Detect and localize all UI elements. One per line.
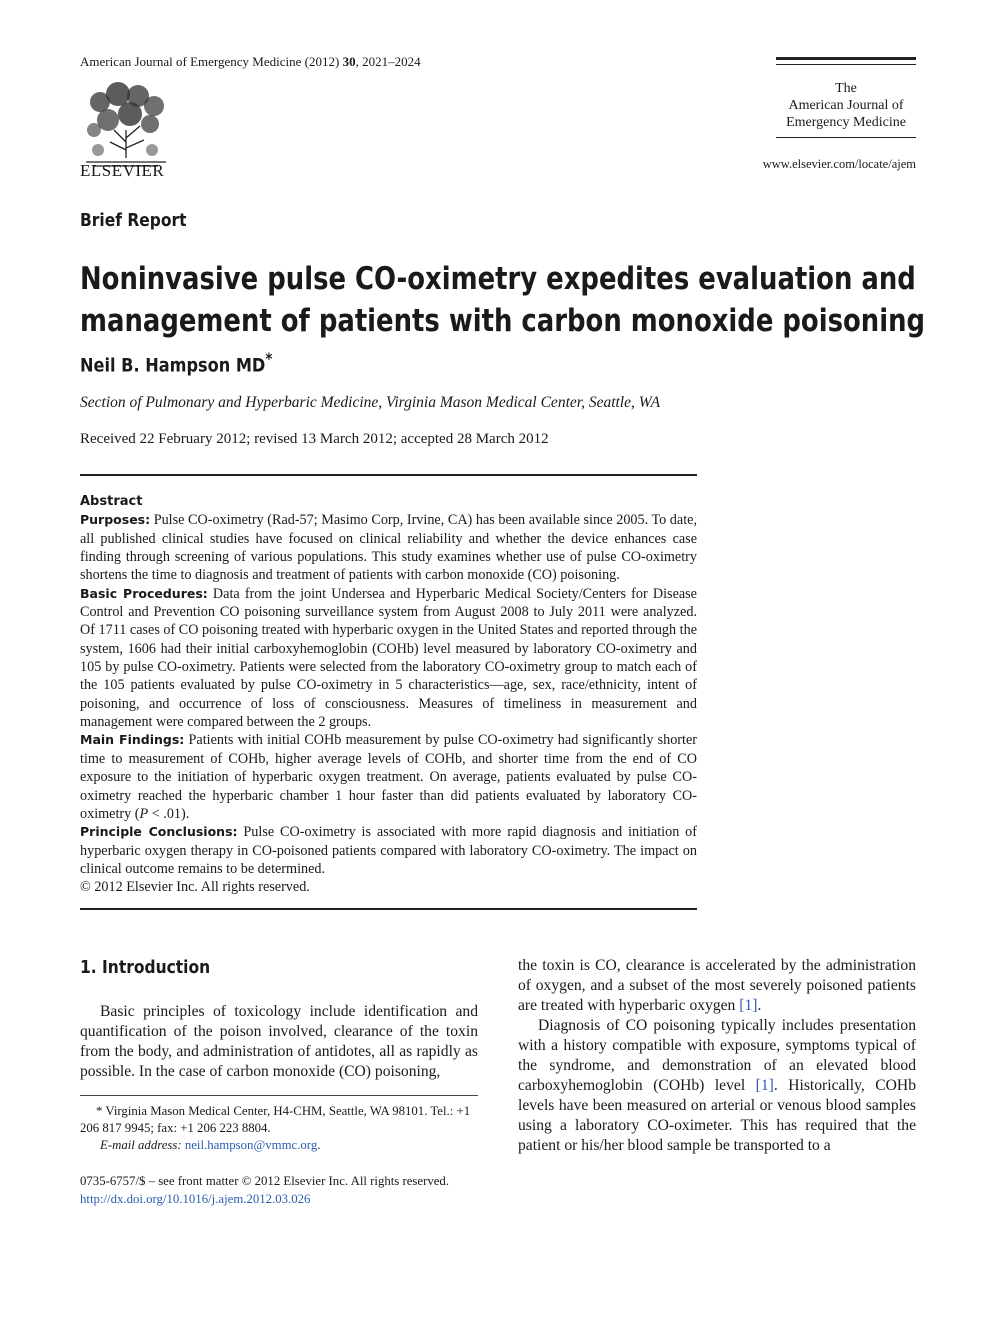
publisher-name: ELSEVIER [80, 161, 165, 180]
citation-journal: American Journal of Emergency Medicine (2012) [80, 54, 343, 69]
issn-line: 0735-6757/$ – see front matter © 2012 Elsevier Inc. All rights reserved. [80, 1174, 450, 1188]
abstract-conclusions [80, 823, 697, 878]
title-line: Noninvasive pulse CO-oximetry expedites evaluation and [80, 261, 916, 297]
journal-name [776, 80, 916, 131]
citation-volume: 30 [342, 54, 356, 69]
reference-link[interactable]: [1] [755, 1077, 774, 1094]
footnote-address [80, 1103, 478, 1137]
doi-link[interactable]: http://dx.doi.org/10.1016/j.ajem.2012.03.026 [80, 1192, 311, 1206]
journal-rule-thin [776, 64, 916, 65]
findings-p-value: P [139, 805, 149, 822]
journal-citation [80, 54, 421, 70]
author-name: Neil B. Hampson MD [80, 354, 266, 377]
procedures-label: Basic Procedures: [80, 585, 208, 601]
body-paragraph: Basic principles of toxicology include identification and quantification of the poison involved, clearance of the toxin from the body, and administration of antidotes, all as rapidly as possible. In the case of carbon monoxide (CO) poisoning, [80, 1003, 478, 1080]
journal-name-line: Emergency Medicine [786, 115, 906, 130]
purposes-label: Purposes: [80, 512, 151, 528]
journal-name-line: American Journal of [788, 98, 904, 113]
conclusions-text: Pulse CO-oximetry is associated with more rapid diagnosis and initiation of hyperbaric oxygen therapy in CO-poisoned patients compared with laboratory CO-oximetry. The impact on clinical outcome remains to be determined. [80, 824, 698, 877]
body-paragraph [518, 1016, 916, 1156]
purposes-text: Pulse CO-oximetry (Rad-57; Masimo Corp, Irvine, CA) has been available since 2005. To date, all published clinical studies have focused on clinical reliability and whether the device enhances case finding through screening of various populations. This study examines whether use of pulse CO-oximetry shortens the time to diagnosis and treatment of patients with carbon monoxide (CO) poisoning. [80, 512, 697, 584]
email-label: E-mail address: [100, 1138, 182, 1152]
journal-rule-thick [776, 57, 916, 60]
findings-text-end: < .01). [148, 805, 190, 822]
journal-url[interactable]: www.elsevier.com/locate/ajem [762, 157, 916, 171]
conclusions-label: Principle Conclusions: [80, 824, 238, 840]
body-paragraph [518, 956, 916, 1016]
article-title [80, 258, 925, 342]
section-label: Brief Report [80, 210, 187, 231]
journal-rule-bottom [776, 137, 916, 138]
footnote-email-line [80, 1137, 478, 1154]
footnote-mark: * [96, 1104, 103, 1118]
body-column-left [80, 1002, 478, 1082]
intro-heading: 1. Introduction [80, 957, 211, 978]
author-footnote-mark[interactable]: * [265, 349, 273, 368]
findings-label: Main Findings: [80, 732, 185, 748]
abstract-rule-bottom [80, 908, 697, 910]
author [80, 349, 272, 376]
abstract-heading: Abstract [80, 494, 143, 509]
affiliation: Section of Pulmonary and Hyperbaric Medicine, Virginia Mason Medical Center, Seattle, WA [80, 394, 661, 411]
body-column-right [518, 956, 916, 1156]
paragraph-text-end: . [757, 997, 762, 1014]
author-footnote [80, 1103, 478, 1154]
reference-link[interactable]: [1] [739, 997, 758, 1014]
front-matter [80, 1172, 500, 1208]
paragraph-text-end: . Historically, COHb levels have been measured on arterial or venous blood samples using a laboratory CO-oximeter. This has required that the patient or his/her blood sample be transported to a [518, 1077, 916, 1154]
abstract-procedures [80, 585, 697, 732]
abstract-findings [80, 731, 697, 823]
findings-text: Patients with initial COHb measurement by pulse CO-oximetry had significantly shorter time to measurement of COHb, higher average levels of COHb, and shorter time from the end of CO exposure to the initiation of hyperbaric oxygen treatment. On average, patients evaluated by pulse CO-oximetry reached the hyperbaric chamber 1 hour faster than did patients evaluated by laboratory CO-oximetry ( [80, 732, 698, 822]
abstract-purposes [80, 511, 697, 584]
email-end: . [317, 1138, 321, 1152]
abstract-rule-top [80, 474, 697, 476]
paragraph-text: Diagnosis of CO poisoning typically includes presentation with a history compatible with exposure, symptoms typical of the syndrome, and demonstration of an elevated blood carboxyhemoglobin (COHb) level [518, 1017, 916, 1094]
footnote-address-text: Virginia Mason Medical Center, H4-CHM, Seattle, WA 98101. Tel.: +1 206 817 9945; fax: +1 206 223 8804. [80, 1104, 471, 1135]
paragraph-text: the toxin is CO, clearance is accelerated by the administration of oxygen, and a subset of the most severely poisoned patients are treated with hyperbaric oxygen [518, 957, 916, 1014]
title-line: management of patients with carbon monoxide poisoning [80, 303, 926, 339]
procedures-text: Data from the joint Undersea and Hyperbaric Medical Society/Centers for Disease Control and Prevention CO poisoning surveillance system from August 2008 to July 2011 were analyzed. Of 1711 cases of CO poisoning treated with hyperbaric oxygen in the United States and reported through the system, 1606 had their initial carboxyhemoglobin (COHb) level measured by laboratory CO-oximetry and 105 by pulse CO-oximetry. Patients were selected from the laboratory CO-oximetry group to match each of the 105 patients evaluated by pulse CO-oximetry in 5 characteristics—age, sex, race/ethnicity, intent of poisoning, and occurrence of loss of consciousness. Measures of timeliness in measurement and management were compared between the 2 groups. [80, 585, 697, 731]
footnote-rule [80, 1095, 478, 1096]
email-link[interactable]: neil.hampson@vmmc.org [184, 1138, 318, 1152]
abstract [80, 492, 697, 897]
citation-pages: , 2021–2024 [355, 54, 421, 69]
journal-name-line: The [835, 81, 857, 96]
article-dates: Received 22 February 2012; revised 13 March 2012; accepted 28 March 2012 [80, 431, 549, 447]
abstract-copyright: © 2012 Elsevier Inc. All rights reserved. [80, 879, 310, 896]
